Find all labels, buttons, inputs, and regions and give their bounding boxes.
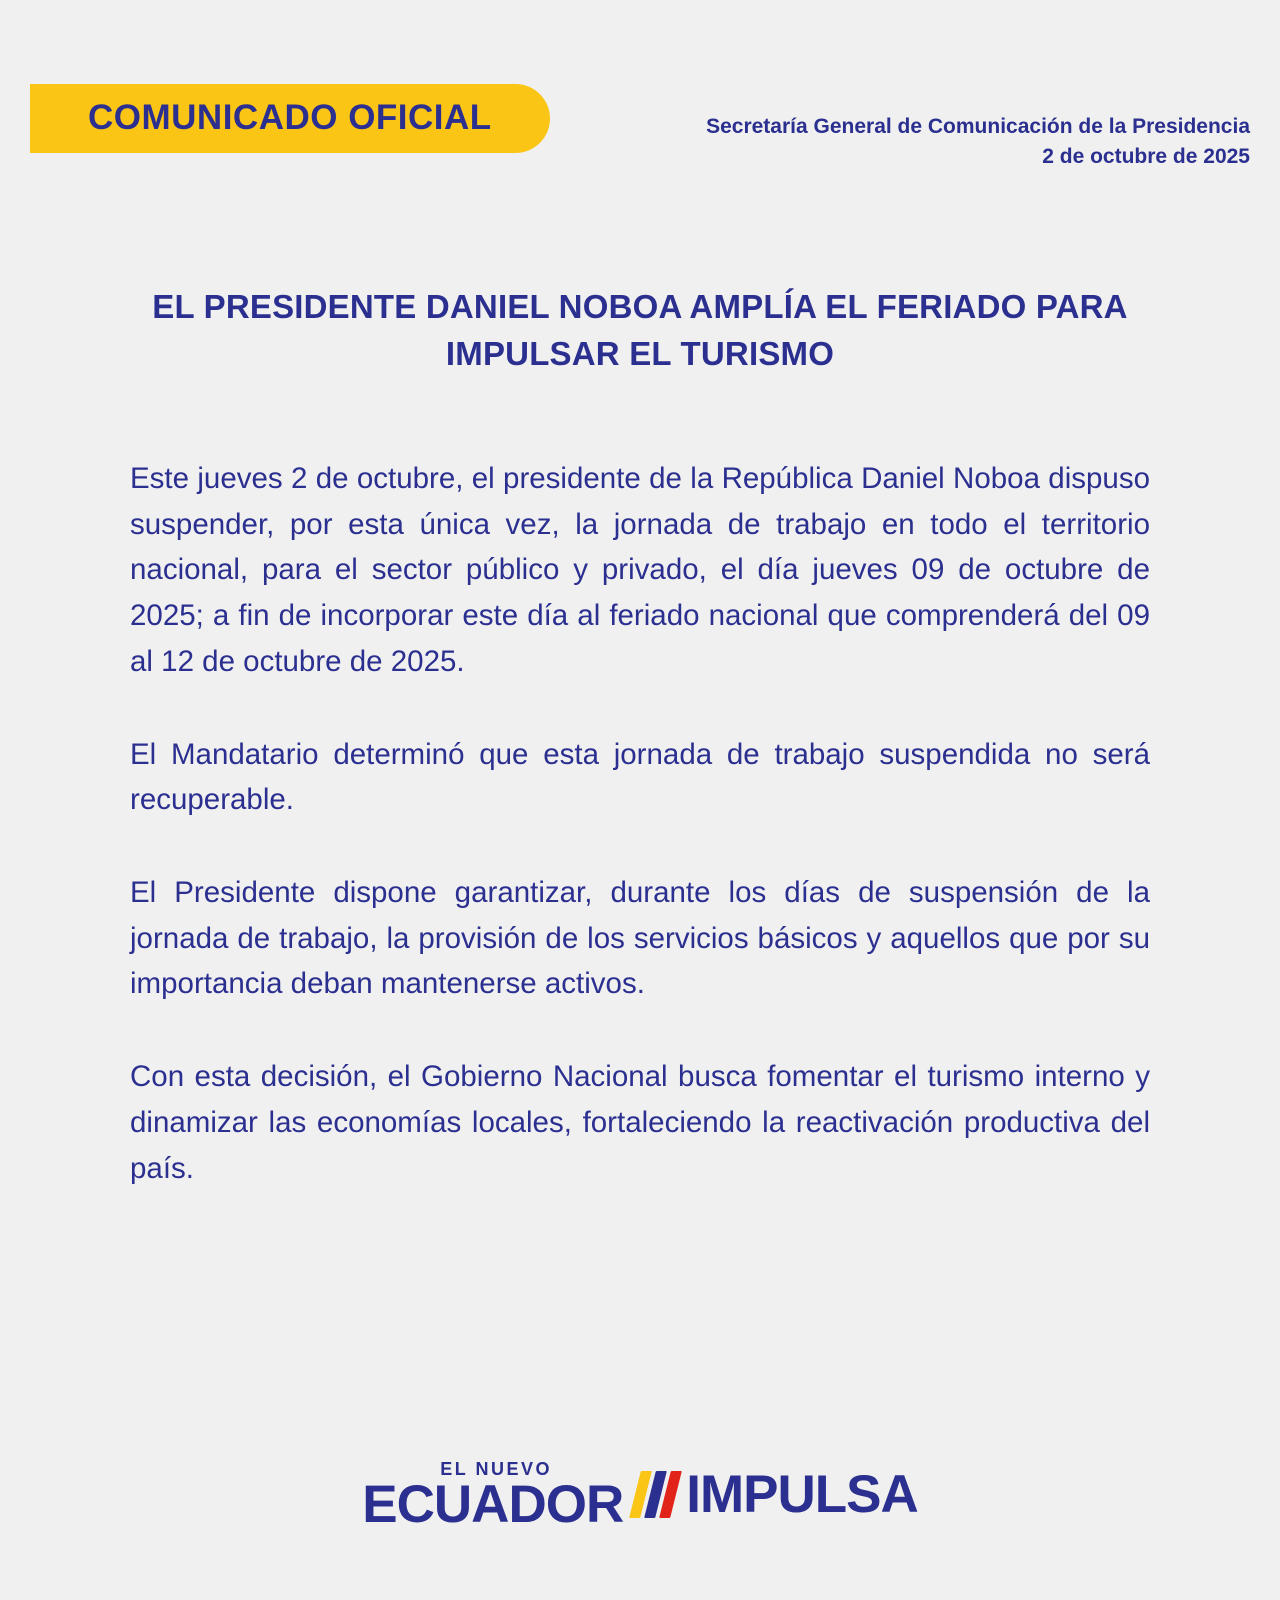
issuer-name: Secretaría General de Comunicación de la Presidencia — [706, 115, 1250, 138]
title-section — [0, 200, 1280, 378]
logo-tagline: EL NUEVO — [440, 1458, 552, 1479]
logo-word-ecuador: ECUADOR — [362, 1474, 624, 1534]
body-paragraph-4: Con esta decisión, el Gobierno Nacional busca fomentar el turismo interno y dinamizar las economías locales, fortaleciendo la reactivación productiva del país. — [130, 1060, 1150, 1185]
official-communique-badge — [30, 84, 550, 153]
header-issuer-block — [706, 112, 1250, 173]
government-logo — [362, 1458, 918, 1534]
issue-date: 2 de octubre de 2025 — [1042, 145, 1250, 169]
footer — [0, 1458, 1280, 1534]
document-body — [0, 400, 1280, 1191]
body-paragraph-1: Este jueves 2 de octubre, el presidente de la República Daniel Noboa dispuso suspender, por esta única vez, la jornada de trabajo en todo el territorio nacional, para el sector público y privado, el día jueves 09 de octubre de 2025; a fin de incorporar este día al feriado nacional que comprenderá del 09 al 12 de octubre de 2025. — [130, 461, 1150, 678]
body-paragraph-3: El Presidente dispone garantizar, durante los días de suspensión de la jornada de trabajo, la provisión de los servicios básicos y aquellos que por su importancia deban mantenerse activos. — [130, 875, 1150, 1001]
document-header — [0, 0, 1280, 200]
badge-label: COMUNICADO OFICIAL — [88, 98, 492, 137]
logo-word-impulsa: IMPULSA — [686, 1464, 918, 1524]
logo-left-block — [362, 1458, 624, 1534]
flag-bars-icon — [629, 1471, 686, 1518]
page-title: EL PRESIDENTE DANIEL NOBOA AMPLÍA EL FERIADO PARA IMPULSAR EL TURISMO — [152, 288, 1128, 372]
body-paragraph-2: El Mandatario determinó que esta jornada de trabajo suspendida no será recuperable. — [130, 737, 1150, 817]
